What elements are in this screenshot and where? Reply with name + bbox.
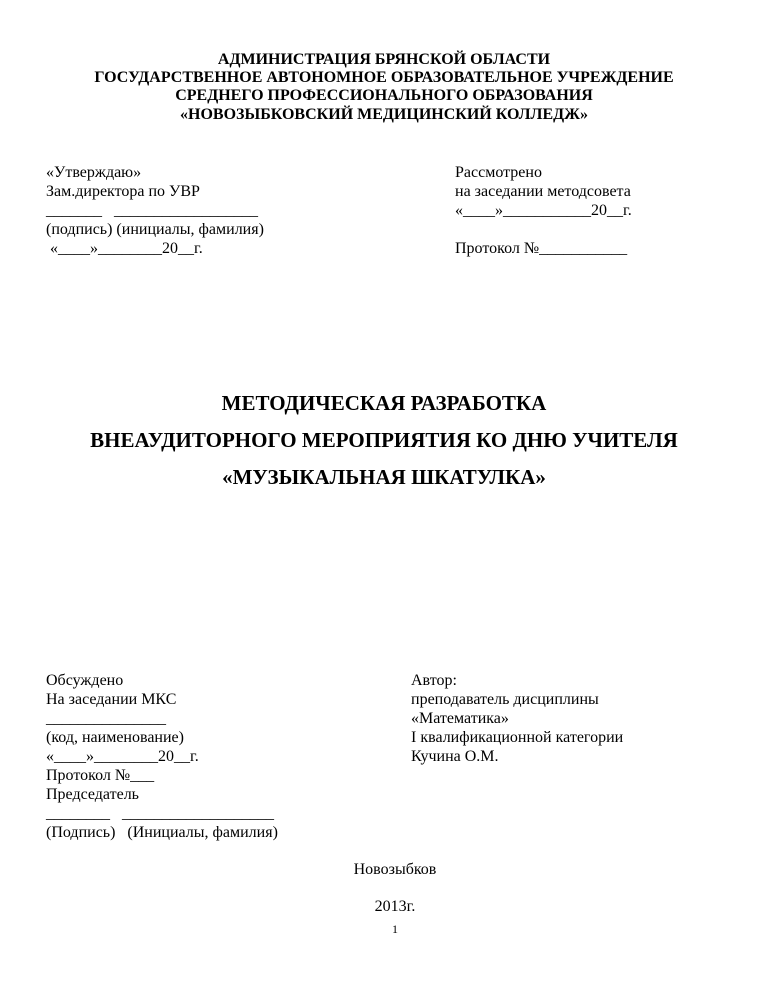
author-line: Автор: — [411, 672, 457, 689]
page-number: 1 — [392, 922, 398, 936]
footer-city: Новозыбков — [353, 861, 437, 878]
reviewed-date-blank: «____»___________20__г. — [455, 202, 632, 219]
approval-line: «Утверждаю» — [46, 164, 142, 181]
author-name: Кучина О.М. — [411, 748, 499, 765]
header-line-2: ГОСУДАРСТВЕННОЕ АВТОНОМНОЕ ОБРАЗОВАТЕЛЬНОЕ УЧРЕЖДЕНИЕ — [94, 69, 674, 86]
discussed-line: На заседании МКС — [46, 691, 177, 708]
reviewed-line: на заседании методсовета — [455, 183, 631, 200]
approval-signature-blank: _______ __________________ — [46, 202, 258, 219]
discussed-block — [46, 671, 278, 842]
header-line-3: СРЕДНЕГО ПРОФЕССИОНАЛЬНОГО ОБРАЗОВАНИЯ — [175, 87, 593, 104]
reviewed-block — [455, 163, 632, 258]
discussed-protocol: Протокол №___ — [46, 767, 155, 784]
header-line-4: «НОВОЗЫБКОВСКИЙ МЕДИЦИНСКИЙ КОЛЛЕДЖ» — [180, 106, 588, 123]
author-line: «Математика» — [411, 710, 509, 727]
discussed-blank: _______________ — [46, 710, 166, 727]
title-line-1: МЕТОДИЧЕСКАЯ РАЗРАБОТКА — [221, 391, 547, 415]
discussed-line: Председатель — [46, 786, 139, 803]
title-line-2: ВНЕАУДИТОРНОГО МЕРОПРИЯТИЯ КО ДНЮ УЧИТЕЛЯ — [90, 428, 678, 452]
discussed-signature-blank: ________ ___________________ — [46, 805, 274, 822]
approval-date-blank: «____»________20__г. — [46, 240, 203, 257]
author-block — [411, 671, 623, 766]
author-line: I квалификационной категории — [411, 729, 624, 746]
author-line: преподаватель дисциплины — [411, 691, 599, 708]
header-line-1: АДМИНИСТРАЦИЯ БРЯНСКОЙ ОБЛАСТИ — [217, 51, 551, 68]
discussed-date-blank: «____»________20__г. — [46, 748, 199, 765]
approval-line: Зам.директора по УВР — [46, 183, 200, 200]
reviewed-spacer — [455, 220, 632, 239]
reviewed-line: Рассмотрено — [455, 164, 542, 181]
reviewed-protocol: Протокол №___________ — [455, 240, 628, 257]
approval-line: (подпись) (инициалы, фамилия) — [46, 221, 264, 238]
discussed-line: (Подпись) (Инициалы, фамилия) — [46, 824, 278, 841]
discussed-line: (код, наименование) — [46, 729, 184, 746]
discussed-line: Обсуждено — [46, 672, 124, 689]
title-line-3: «МУЗЫКАЛЬНАЯ ШКАТУЛКА» — [222, 465, 546, 489]
approval-block — [46, 163, 264, 258]
footer-year: 2013г. — [374, 898, 416, 915]
